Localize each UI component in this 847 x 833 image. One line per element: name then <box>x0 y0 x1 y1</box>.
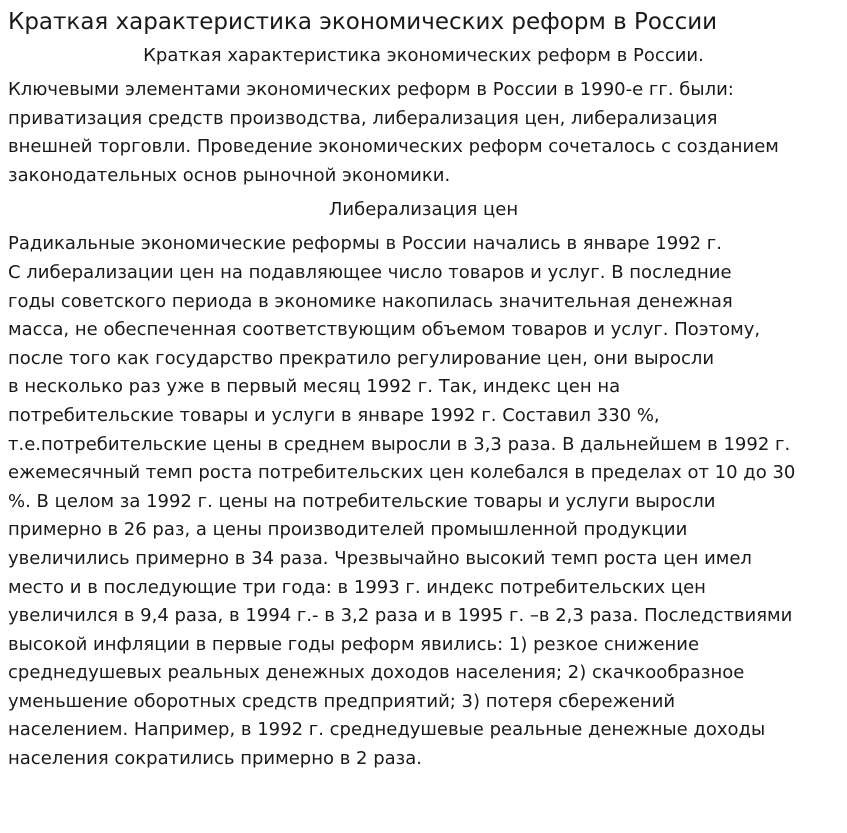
section-body-paragraph: Радикальные экономические реформы в России начались в январе 1992 г. С либерализации цен на подавляющее число товаров и услуг. В последние годы советского периода в экономике накопилась значительная денежная масса, не обеспеченная соответствующим объемом товаров и услуг. Поэтому, после того как государство прекратило регулирование цен, они выросли в несколько раз уже в первый месяц 1992 г. Так, индекс цен на потребительские товары и услуги в январе 1992 г. Составил 330 %, т.е.потребительские цены в среднем выросли в 3,3 раза. В дальнейшем в 1992 г. ежемесячный темп роста потребительских цен колебался в пределах от 10 до 30 %. В целом за 1992 г. цены на потребительские товары и услуги выросли примерно в 26 раз, а цены производителей промышленной продукции увеличились примерно в 34 раза. Чрезвычайно высокий темп роста цен имел место и в последующие три года: в 1993 г. индекс потребительских цен увеличился в 9,4 раза, в 1994 г.- в 3,2 раза и в 1995 г. –в 2,3 раза. Последствиями высокой инфляции в первые годы реформ явились: 1) резкое снижение среднедушевых реальных денежных доходов населения; 2) скачкообразное уменьшение оборотных средств предприятий; 3) потеря сбережений населением. Например, в 1992 г. среднедушевые реальные денежные доходы населения сократились примерно в 2 раза. <box>8 233 796 770</box>
intro-paragraph: Ключевыми элементами экономических реформ в России в 1990-е гг. были: приватизация средств производства, либерализация цен, либерализация внешней торговли. Проведение экономических реформ сочеталось с созданием законодательных основ рыночной экономики. <box>8 79 779 186</box>
document-subtitle: Краткая характеристика экономических реформ в России. <box>143 45 704 66</box>
page-title: Краткая характеристика экономических реформ в России <box>8 9 718 35</box>
section-heading: Либерализация цен <box>328 199 519 221</box>
